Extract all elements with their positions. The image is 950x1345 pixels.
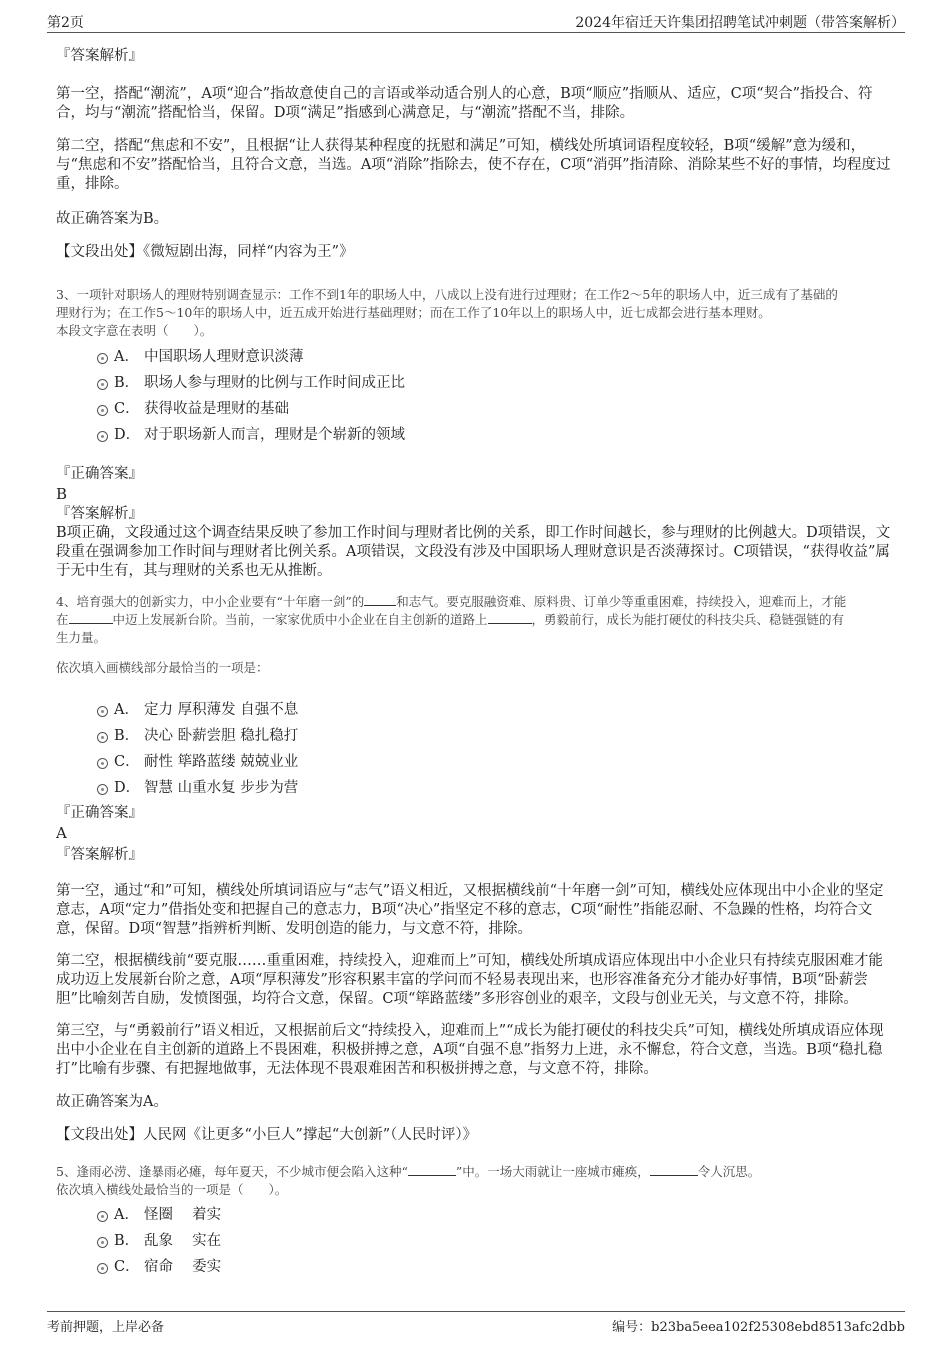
q4-option-d[interactable]: D． 智慧 山重水复 步步为营: [56, 775, 894, 801]
q4-answer: A: [56, 824, 67, 842]
fill-blank: [408, 1163, 456, 1176]
footer-slogan: 考前押题，上岸必备: [47, 1320, 165, 1335]
radio-button-icon[interactable]: [97, 1263, 108, 1274]
q3-analysis: B项正确，文段通过这个调查结果反映了参加工作时间与理财者比例的关系，即工作时间越长，参与理财的比例越大。D项错误，文段重在强调参加工作时间与理财者比例关系。A项错误，文段没有涉及中国职场人理财意识是否淡薄探讨。C项错误，“获得收益”属于无中生有，其与理财的关系也无从推断。: [56, 525, 891, 579]
q4-stem: 4、培育强大的创新实力，中小企业要有“十年磨一剑”的 和志气。要克服融资难、原料贵、订单少等重重困难，持续投入，迎难而上，才能 在 中迈上发展新台阶。当前，一家家优质中小企业在自主创新的道路上 ，勇毅前行，成长为能打硬仗的科技尖兵、稳链强链的有 生力量。: [56, 594, 847, 645]
radio-button-icon[interactable]: [97, 353, 108, 364]
radio-button-icon[interactable]: [97, 1237, 108, 1248]
analysis-label: 『答案解析』: [56, 48, 143, 64]
page-header: [47, 10, 905, 33]
radio-button-icon[interactable]: [97, 784, 108, 795]
radio-button-icon[interactable]: [97, 732, 108, 743]
fill-blank: [69, 611, 113, 624]
q3-option-b[interactable]: B． 职场人参与理财的比例与工作时间成正比: [56, 370, 894, 396]
q4-option-b[interactable]: B． 决心 卧薪尝胆 稳扎稳打: [56, 723, 894, 749]
q4-option-a[interactable]: A． 定力 厚积薄发 自强不息: [56, 697, 894, 723]
q3-analysis-label: 『答案解析』: [56, 506, 143, 522]
q4-source: 【文段出处】人民网《让更多“小巨人”撑起“大创新”（人民时评）》: [56, 1127, 478, 1143]
q5-instruction: 依次填入横线处最恰当的一项是（ ）。: [56, 1182, 288, 1197]
q4-conclusion: 故正确答案为A。: [56, 1094, 168, 1110]
q2-analysis-para1: 第一空，搭配“潮流”，A项“迎合”指故意使自己的言语或举动适合别人的心意，B项“顺应”指顺从、适应，C项“契合”指投合、符合，均与“潮流”搭配恰当，保留。D项“满足”指感到心满意足，与“潮流”搭配不当，排除。: [56, 86, 873, 121]
q2-analysis-para2: 第二空，搭配“焦虑和不安”，且根据“让人获得某种程度的抚慰和满足”可知，横线处所填词语程度较轻，B项“缓解”意为缓和，与“焦虑和不安”搭配恰当，且符合文意，当选。A项“消除”指除去，使不存在，C项“消弭”指清除、消除某些不好的事情，均程度过重，排除。: [56, 138, 891, 192]
q3-stem-line1: 3、一项针对职场人的理财特别调查显示：工作不到1年的职场人中，八成以上没有进行过理财；在工作2～5年的职场人中，近三成有了基础的: [56, 287, 838, 302]
q2-conclusion: 故正确答案为B。: [56, 211, 169, 227]
q3-option-d[interactable]: D． 对于职场新人而言，理财是个崭新的领域: [56, 422, 894, 448]
document-code: 编号：b23ba5eea102f25308ebd8513afc2dbb: [612, 1320, 905, 1335]
q4-option-c[interactable]: C． 耐性 筚路蓝缕 兢兢业业: [56, 749, 894, 775]
q3-answer: B: [56, 485, 68, 503]
q4-analysis-label: 『答案解析』: [56, 847, 143, 863]
q5-stem: 5、逢雨必涝、逢暴雨必瘫，每年夏天，不少城市便会陷入这种“ ”中。一场大雨就让一座城市瘫痪， 令人沉思。: [56, 1164, 761, 1179]
q4-analysis-para2: 第二空，根据横线前“要克服……重重困难，持续投入，迎难而上”可知，横线处所填成语应体现出中小企业只有持续克服困难才能成功迈上发展新台阶之意，A项“厚积薄发”形容积累丰富的学问而不轻易表现出来，也形容准备充分才能办好事情，B项“卧薪尝胆”比喻刻苦自励，发愤图强，均符合文意，保留。C项“筚路蓝缕”多形容创业的艰辛，文段与创业无关，与文意不符，排除。: [56, 953, 883, 1007]
radio-button-icon[interactable]: [97, 379, 108, 390]
q4-answer-label: 『正确答案』: [56, 805, 143, 821]
q4-options: [56, 697, 894, 801]
q5-options: [56, 1202, 894, 1280]
q5-option-c[interactable]: C． 宿命 委实: [56, 1254, 894, 1280]
page-footer: [47, 1311, 905, 1338]
q3-options: [56, 344, 894, 448]
question-4: [56, 593, 894, 1145]
q4-instruction: 依次填入画横线部分最恰当的一项是：: [56, 660, 269, 675]
radio-button-icon[interactable]: [97, 431, 108, 442]
radio-button-icon[interactable]: [97, 1211, 108, 1222]
q4-analysis-para1: 第一空，通过“和”可知，横线处所填词语应与“志气”语义相近，又根据横线前“十年磨一剑”可知，横线处应体现出中小企业的坚定意志，A项“定力”借指处变和把握自己的意志力，B项“决心”指坚定不移的意志，C项“耐性”指能忍耐、不急躁的性格，均符合文意，保留。D项“智慧”指辨析判断、发明创造的能力，与文意不符，排除。: [56, 883, 884, 937]
fill-blank: [364, 593, 396, 606]
page-number: 第2页: [47, 15, 84, 31]
q3-option-c[interactable]: C． 获得收益是理财的基础: [56, 396, 894, 422]
question-3: [56, 286, 894, 581]
q5-option-a[interactable]: A． 怪圈 着实: [56, 1202, 894, 1228]
radio-button-icon[interactable]: [97, 405, 108, 416]
radio-button-icon[interactable]: [97, 758, 108, 769]
q3-stem-line2: 理财行为；在工作5～10年的职场人中，近五成开始进行基础理财；而在工作了10年以上的职场人中，近七成都会进行基本理财。: [56, 305, 771, 320]
q2-source: 【文段出处】《微短剧出海，同样“内容为王”》: [56, 244, 354, 260]
q3-answer-label: 『正确答案』: [56, 466, 143, 482]
fill-blank: [488, 611, 532, 624]
radio-button-icon[interactable]: [97, 706, 108, 717]
document-title: 2024年宿迁天许集团招聘笔试冲刺题（带答案解析）: [575, 15, 905, 31]
question-5: [56, 1163, 894, 1280]
q5-option-b[interactable]: B． 乱象 实在: [56, 1228, 894, 1254]
q3-option-a[interactable]: A． 中国职场人理财意识淡薄: [56, 344, 894, 370]
q4-analysis-para3: 第三空，与“勇毅前行”语义相近，又根据前后文“持续投入，迎难而上”“成长为能打硬仗的科技尖兵”可知，横线处所填成语应体现出中小企业在自主创新的道路上不畏困难，积极拼搏之意，A项“自强不息”指努力上进，永不懈怠，符合文意，当选。B项“稳扎稳打”比喻有步骤、有把握地做事，无法体现不畏艰难困苦和积极拼搏之意，与文意不符，排除。: [56, 1023, 884, 1077]
page-content: [56, 40, 894, 1280]
q3-stem-line3: 本段文字意在表明（ ）。: [56, 323, 213, 338]
fill-blank: [650, 1163, 698, 1176]
